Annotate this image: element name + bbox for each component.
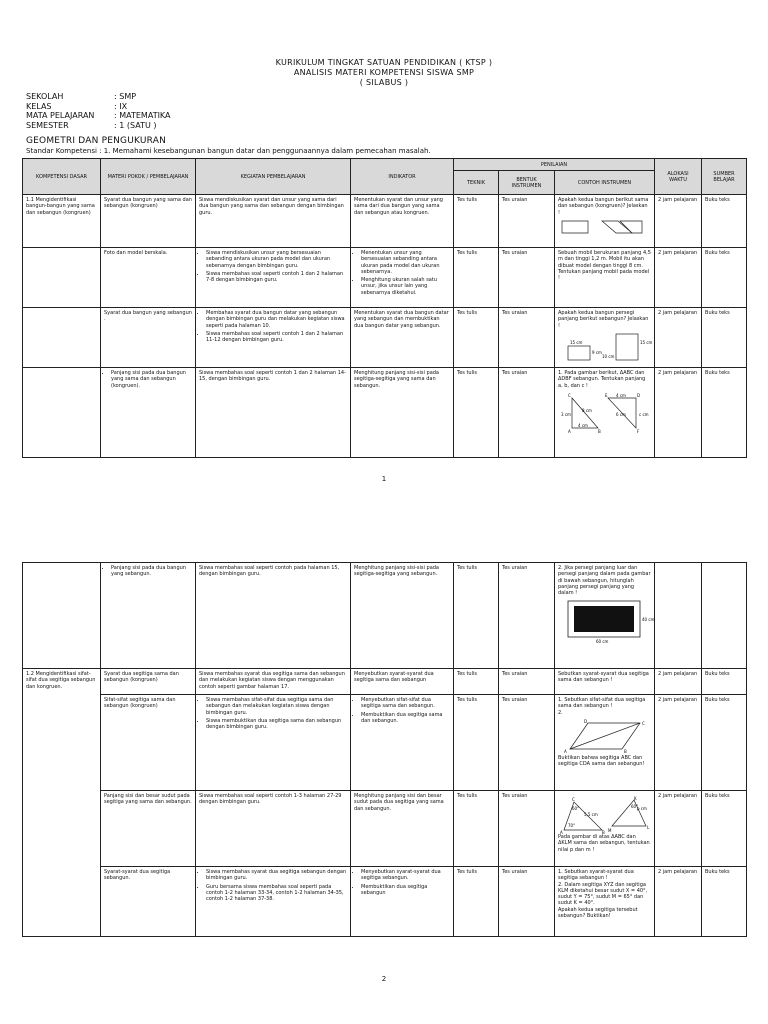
list-item: • Panjang sisi pada dua bangun yang sebangun.: [111, 565, 192, 578]
contoh-text: Buktikan bahwa segitiga ABC dan segitiga CDA sama dan sebangun!: [558, 754, 645, 768]
cell-contoh: [555, 791, 655, 867]
contoh-text: Apakah kedua bangun persegi panjang berikut sebangun? Jelaskan !: [558, 310, 649, 329]
cell-materi: Syarat dua bangun yang sama dan sebangun (kongruen): [101, 195, 196, 248]
list-item: • Siswa membahas soal seperti contoh 1 dan 2 halaman 7-8 dengan bimbingan guru.: [206, 271, 347, 284]
meta-block: [26, 92, 314, 130]
cell-teknik: Tes tulis: [454, 368, 499, 458]
cell-materi: [101, 368, 196, 458]
meta-key: KELAS: [26, 101, 52, 111]
col-header-indikator: INDIKATOR: [351, 159, 454, 195]
page-gap: [0, 500, 768, 540]
col-header-bentuk: BENTUK INSTRUMEN: [499, 171, 555, 195]
angle-label: 60°: [631, 804, 639, 809]
cell-sumber: Buku teks: [702, 791, 747, 867]
table-row: [23, 695, 747, 791]
parallelogram-figure: [558, 219, 648, 235]
cell-sumber: Buku teks: [702, 867, 747, 937]
cell-bentuk: Tes uraian: [499, 791, 555, 867]
cell-bentuk: Tes uraian: [499, 248, 555, 308]
cell-materi: Sifat-sifat segitiga sama dan sebangun (kongruen): [101, 695, 196, 791]
cell-kegiatan: Siswa membahas syarat dua segitiga sama dan sebangun dan melakukan kegiatan siswa dengan menggunakan contoh seperti gambar halaman 17.: [196, 669, 351, 695]
triangles-figure: [558, 392, 652, 434]
meta-key: SEKOLAH: [26, 92, 64, 101]
list-item: • Siswa membahas soal seperti contoh 1 dan 2 halaman 11-12 dengan bimbingan guru.: [206, 331, 347, 344]
shape-left: [562, 221, 588, 233]
cell-sumber: Buku teks: [702, 669, 747, 695]
vertex-b: B: [598, 428, 601, 434]
col-header-kegiatan: KEGIATAN PEMBELAJARAN: [196, 159, 351, 195]
meta-value: : SMP: [114, 92, 137, 101]
rectangles-figure: [558, 332, 652, 362]
header-line-2: ANALISIS MATERI KOMPETENSI SISWA SMP: [293, 68, 475, 77]
vertex-f: F: [637, 428, 640, 434]
col-header-materi: MATERI POKOK / PEMBELAJARAN: [101, 159, 196, 195]
section-title: GEOMETRI DAN PENGUKURAN: [26, 136, 167, 146]
cell-kegiatan: [196, 308, 351, 368]
cell-teknik: Tes tulis: [454, 308, 499, 368]
cell-sumber: Buku teks: [702, 248, 747, 308]
standar-kompetensi: Standar Kompetensi : 1. Memahami kesebangunan bangun datar dan penggunaannya dalam pemecahan masalah.: [26, 147, 431, 155]
vertex-l: L: [647, 825, 650, 830]
silabus-table-page-1: [22, 158, 747, 458]
vertex-d: D: [584, 718, 588, 724]
height-label: 40 cm: [642, 617, 655, 623]
contoh-text: 1. Sebutkan sifat-sifat dua segitiga sama dan sebangun !: [558, 697, 646, 710]
parallelogram-abcd-figure: [558, 719, 652, 755]
cell-teknik: Tes tulis: [454, 867, 499, 937]
cell-sumber: Buku teks: [702, 308, 747, 368]
table-row: [23, 867, 747, 937]
cell-materi: Panjang sisi dan besar sudut pada segitiga yang sama dan sebangun.: [101, 791, 196, 867]
vertex-b: B: [624, 748, 627, 754]
cell-bentuk: Tes uraian: [499, 195, 555, 248]
meta-value: : IX: [114, 101, 128, 111]
cell-contoh: Sebutkan syarat-syarat dua segitiga sama dan sebangun !: [555, 669, 655, 695]
cell-alokasi: 2 jam pelajaran: [655, 791, 702, 867]
vertex-e: E: [605, 392, 608, 398]
triangle-klm: [612, 800, 646, 826]
cell-indikator: Menentukan syarat dan unsur yang sama dari dua bangun yang sama dan sebangun atau kongruen.: [351, 195, 454, 248]
meta-key: MATA PELAJARAN: [26, 111, 95, 120]
cell-kegiatan: [196, 248, 351, 308]
frame-figure: [558, 599, 655, 645]
cell-alokasi: 2 jam pelajaran: [655, 248, 702, 308]
cell-alokasi: 2 jam pelajaran: [655, 867, 702, 937]
cell-alokasi: 2 jam pelajaran: [655, 669, 702, 695]
cell-teknik: Tes tulis: [454, 669, 499, 695]
cell-kd: 1.1 Mengidentifikasi bangun-bangun yang sama dan sebangun (kongruen): [23, 195, 101, 248]
inner-rectangle: [574, 606, 634, 632]
contoh-text: 2. Jika persegi panjang luar dan persegi panjang dalam pada gambar di bawah sebangun, hitunglah panjang persegi panjang yang dalam !: [558, 565, 651, 597]
cell-kd: [23, 308, 101, 368]
meta-key: SEMESTER: [26, 120, 69, 130]
table-row: [23, 308, 747, 368]
triangles-abc-klm-figure: [558, 796, 652, 834]
cell-indikator: Menghitung panjang sisi-sisi pada segitiga-segitiga yang sama dan sebangun.: [351, 368, 454, 458]
diagonal-ac: [570, 723, 640, 749]
side-label: 4 cm: [616, 392, 626, 398]
cell-indikator: [351, 867, 454, 937]
width-label: 60 cm: [596, 639, 609, 645]
cell-kd: 1.2 Mengidentifikasi sifat-sifat dua segitiga sebangun dan kongruen.: [23, 669, 101, 937]
cell-contoh: [555, 563, 655, 669]
label-b: 9 cm: [592, 349, 602, 355]
list-item: • Siswa membahas sifat-sifat dua segitiga sama dan sebangun dan melakukan kegiatan siswa dengan bimbingan guru.: [206, 697, 347, 716]
cell-indikator: Menyebutkan syarat-syarat dua segitiga sama dan sebangun: [351, 669, 454, 695]
contoh-text: 2. Dalam segitiga XYZ dan segitiga KLM diketahui besar sudut X = 40°, sudut Y = 75°, sudut M = 65° dan sudut K = 40°.: [558, 881, 648, 907]
vertex-c: C: [572, 797, 575, 802]
list-item: • Siswa membuktikan dua segitiga sama dan sebangun dengan bimbingan guru.: [206, 718, 347, 731]
side-label: 5,5 cm: [584, 812, 598, 817]
list-item: • Siswa membahas syarat dua segitiga sebangun dengan bimbingan guru.: [206, 869, 347, 882]
col-header-teknik: TEKNIK: [454, 171, 499, 195]
contoh-text: 2.: [558, 709, 563, 716]
cell-sumber: Buku teks: [702, 195, 747, 248]
label-c: 15 cm: [640, 339, 653, 345]
col-header-sumber: SUMBER BELAJAR: [702, 159, 747, 195]
cell-contoh: [555, 867, 655, 937]
page-1: [0, 0, 768, 500]
cell-kegiatan: Siswa membahas soal seperti contoh 1 dan 2 halaman 14-15, dengan bimbingan guru.: [196, 368, 351, 458]
label-d: 10 cm: [602, 353, 615, 359]
cell-materi: Syarat dua segitiga sama dan sebangun (kongruen): [101, 669, 196, 695]
cell-bentuk: Tes uraian: [499, 308, 555, 368]
header-line-3: ( SILABUS ): [359, 78, 409, 87]
cell-alokasi: 2 jam pelajaran: [655, 308, 702, 368]
vertex-m: M: [608, 828, 612, 833]
list-item: • Menghitung ukuran salah satu unsur, jika unsur lain yang sebenarnya diketahui.: [361, 277, 450, 296]
cell-contoh: Sebuah mobil berukuran panjang 4,5 m dan tinggi 1,2 m. Mobil itu akan dibuat model dengan tinggi 8 cm. Tentukan panjang mobil pada model !: [555, 248, 655, 308]
shape-right-2: [620, 221, 642, 233]
cell-kegiatan: Siswa membahas soal seperti contoh pada halaman 15, dengan bimbingan guru.: [196, 563, 351, 669]
side-label: 6 cm: [616, 411, 626, 417]
cell-kegiatan: [196, 695, 351, 791]
small-rectangle: [568, 346, 590, 360]
side-label: p cm: [637, 806, 647, 811]
cell-materi: Syarat dua bangun yang sebangun .: [101, 308, 196, 368]
cell-indikator: Menentukan syarat dua bangun datar yang sebangun dan membuktikan dua bangun datar yang sebangun.: [351, 308, 454, 368]
table-row: [23, 248, 747, 308]
cell-bentuk: Tes uraian: [499, 867, 555, 937]
vertex-k: K: [634, 796, 637, 801]
col-header-alokasi: ALOKASI WAKTU: [655, 159, 702, 195]
table-row: [23, 368, 747, 458]
page-number: 1: [381, 475, 387, 483]
cell-teknik: Tes tulis: [454, 195, 499, 248]
large-rectangle: [616, 334, 638, 360]
side-label: 8 cm: [582, 407, 592, 413]
cell-bentuk: Tes uraian: [499, 563, 555, 669]
label-a: 15 cm: [570, 339, 583, 345]
cell-bentuk: Tes uraian: [499, 695, 555, 791]
list-item: • Menyebutkan syarat-syarat dua segitiga sebangun.: [361, 869, 450, 882]
table-row: [23, 791, 747, 867]
silabus-table-page-2: [22, 562, 747, 937]
cell-teknik: Tes tulis: [454, 791, 499, 867]
contoh-text: 1. Sebutkan syarat-syarat dua segitiga sebangun !: [558, 869, 634, 882]
cell-alokasi: 2 jam pelajaran: [655, 695, 702, 791]
cell-kd: [23, 248, 101, 308]
cell-alokasi: 2 jam pelajaran: [655, 368, 702, 458]
col-header-kd: KOMPETENSI DASAR: [23, 159, 101, 195]
cell-bentuk: Tes uraian: [499, 669, 555, 695]
side-label: c cm: [639, 411, 649, 417]
list-item: • Guru bersama siswa membahas soal seperti pada contoh 1-2 halaman 33-34, contoh 1-2 halaman 34-35, contoh 1-2 halaman 37-38.: [206, 884, 347, 903]
vertex-b: B: [602, 830, 605, 835]
cell-sumber: Buku teks: [702, 695, 747, 791]
cell-materi: Syarat-syarat dua segitiga sebangun.: [101, 867, 196, 937]
document-header: [0, 58, 768, 88]
contoh-text: Pada gambar di atas ΔABC dan ΔKLM sama dan sebangun, tentukan nilai p dan m !: [558, 834, 650, 853]
cell-kegiatan: Siswa membahas soal seperti contoh 1-3 halaman 27-29 dengan bimbingan guru.: [196, 791, 351, 867]
cell-kegiatan: Siswa mendiskusikan syarat dan unsur yang sama dari dua bangun yang sama dan sebangun dengan bimbingan guru.: [196, 195, 351, 248]
cell-contoh: [555, 195, 655, 248]
cell-teknik: Tes tulis: [454, 695, 499, 791]
vertex-a: A: [568, 428, 571, 434]
page-number: 2: [381, 975, 387, 983]
list-item: • Siswa mendiskusikan unsur yang bersesuaian sebanding antara ukuran pada model dan ukuran sebenarnya dengan bimbingan guru.: [206, 250, 347, 269]
cell-kegiatan: [196, 867, 351, 937]
table-row: [23, 195, 747, 248]
contoh-text: Apakah kedua segitiga tersebut sebangun? Buktikan!: [558, 906, 638, 920]
side-label: 3 cm: [561, 411, 571, 417]
list-item: • Membuktikan dua segitiga sebangun: [361, 884, 450, 897]
vertex-a: A: [564, 748, 567, 754]
vertex-c: C: [642, 720, 645, 726]
cell-bentuk: Tes uraian: [499, 368, 555, 458]
col-header-contoh: CONTOH INSTRUMEN: [555, 171, 655, 195]
cell-indikator: Menghitung panjang sisi-sisi pada segitiga-segitiga yang sebangun.: [351, 563, 454, 669]
meta-value: : MATEMATIKA: [114, 111, 171, 120]
table-row: [23, 669, 747, 695]
side-label: 4 cm: [578, 422, 588, 428]
cell-contoh: [555, 368, 655, 458]
cell-kd: [23, 368, 101, 458]
cell-kd: [23, 563, 101, 669]
cell-alokasi: [655, 563, 702, 669]
cell-alokasi: 2 jam pelajaran: [655, 195, 702, 248]
meta-value: : 1 (SATU ): [114, 120, 157, 130]
contoh-text: Apakah kedua bangun berikut sama dan sebangun (kongruen)? Jelaskan !: [558, 197, 649, 216]
header-line-1: KURIKULUM TINGKAT SATUAN PENDIDIKAN ( KTSP ): [275, 58, 493, 67]
cell-contoh: [555, 695, 655, 791]
col-header-penilaian: PENILAIAN: [454, 159, 655, 171]
vertex-d: D: [637, 392, 641, 398]
contoh-text: 1. Pada gambar berikut, ΔABC dan ΔDBF sebangun. Tentukan panjang a, b, dan c !: [558, 370, 646, 389]
list-item: • Menyebutkan sifat-sifat dua segitiga sama dan sebangun.: [361, 697, 450, 710]
vertex-c: C: [568, 392, 571, 398]
cell-contoh: [555, 308, 655, 368]
shape-right: [602, 221, 632, 233]
cell-teknik: Tes tulis: [454, 248, 499, 308]
cell-sumber: [702, 563, 747, 669]
cell-materi: [101, 563, 196, 669]
list-item: • Panjang sisi pada dua bangun yang sama dan sebangun (kongruen).: [111, 370, 192, 389]
cell-indikator: Menghitung panjang sisi dan besar sudut pada dua segitiga yang sama dan sebangun.: [351, 791, 454, 867]
list-item: • Membuktikan dua segitiga sama dan sebangun.: [361, 712, 450, 725]
cell-teknik: Tes tulis: [454, 563, 499, 669]
list-item: • Menentukan unsur yang bersesuaian sebanding antara ukuran pada model dan ukuran sebenarnya.: [361, 250, 450, 275]
table-row: [23, 563, 747, 669]
angle-label: 70°: [568, 823, 576, 828]
vertex-a: A: [560, 830, 563, 835]
cell-indikator: [351, 695, 454, 791]
cell-indikator: [351, 248, 454, 308]
cell-sumber: Buku teks: [702, 368, 747, 458]
cell-materi: Foto dan model berskala.: [101, 248, 196, 308]
list-item: • Membahas syarat dua bangun datar yang sebangun dengan bimbingan guru dan melakukan kegiatan siswa seperti pada halaman 10.: [206, 310, 347, 329]
angle-label: 60°: [572, 806, 580, 811]
